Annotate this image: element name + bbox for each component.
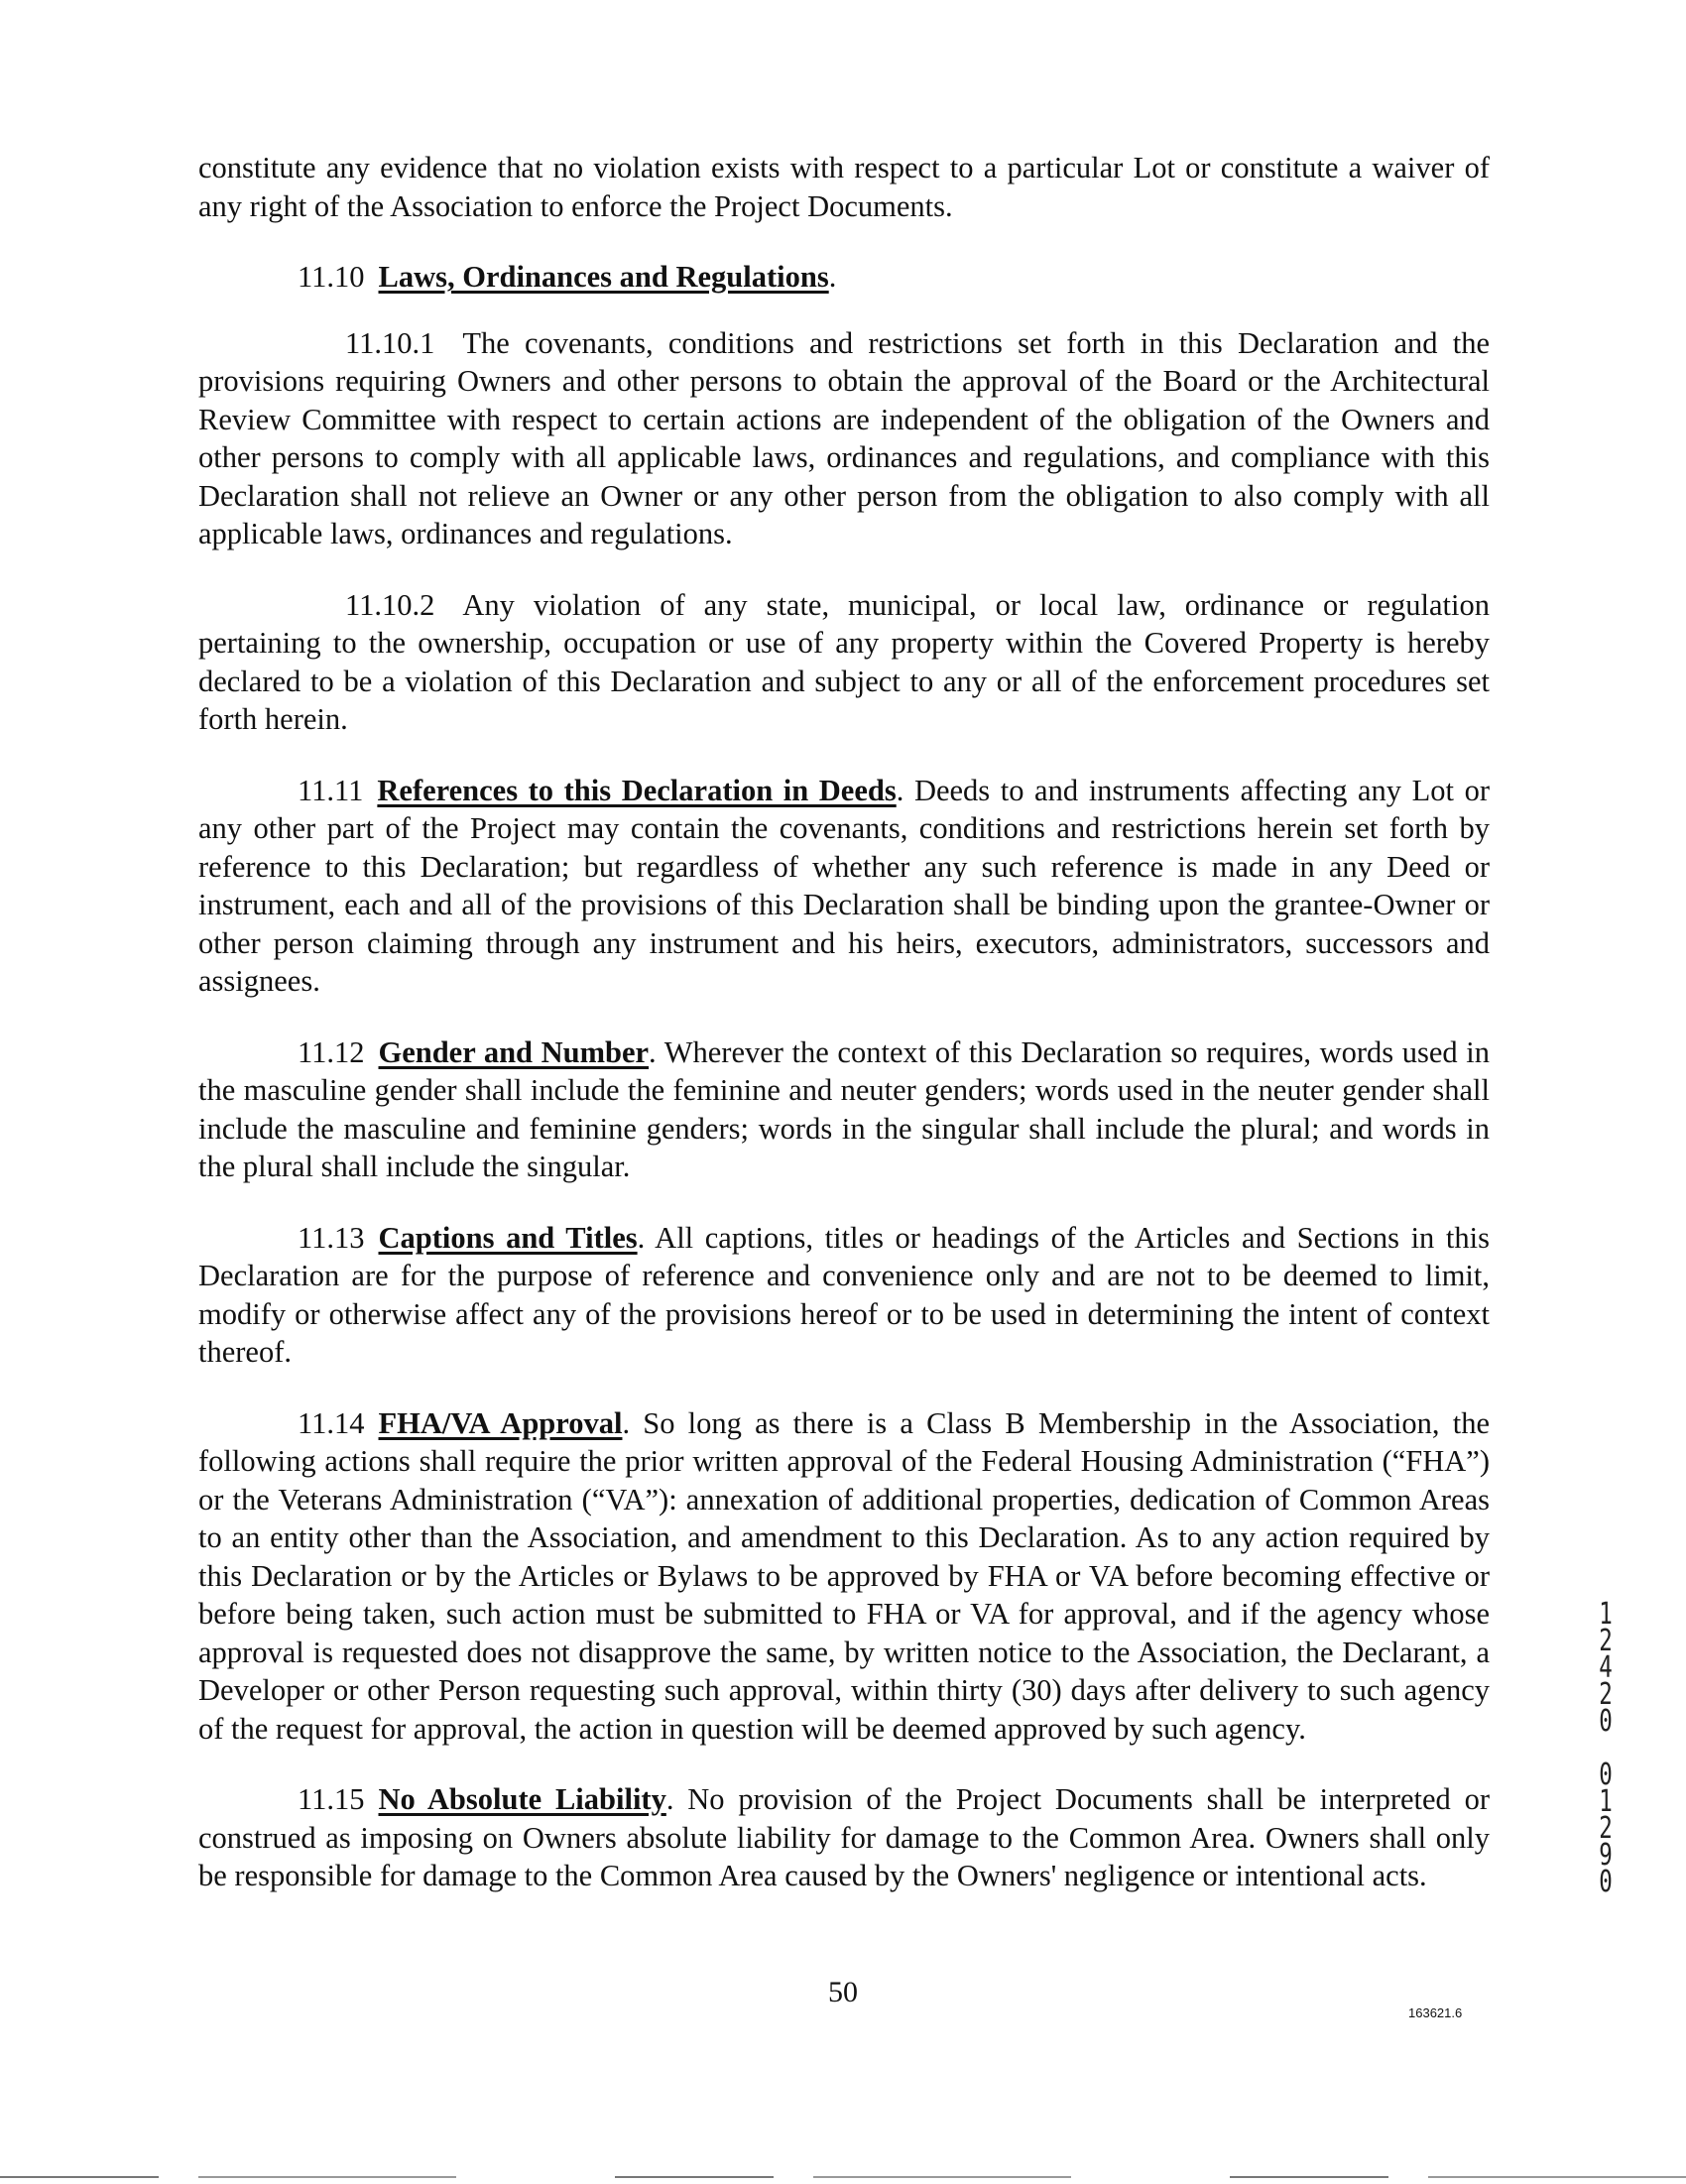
section-11-13 — [198, 1219, 1490, 1372]
heading-period: . — [649, 1034, 657, 1069]
page-number: 50 — [828, 1976, 858, 2008]
stamp-digit: 2 — [1599, 1624, 1613, 1658]
subsection-11-10-1 — [198, 324, 1490, 553]
stamp-digit: 1 — [1599, 1784, 1613, 1819]
section-heading: FHA/VA Approval — [378, 1405, 623, 1440]
subsection-number: 11.10.2 — [345, 587, 435, 622]
stamp-digit: 2 — [1599, 1677, 1613, 1712]
subsection-11-10-2 — [198, 586, 1490, 739]
section-11-14 — [198, 1404, 1490, 1749]
stamp-digit: 0 — [1599, 1704, 1613, 1739]
heading-period: . — [665, 1782, 674, 1816]
section-text: So long as there is a Class B Membership in the Association, the following actions shall require the prior written approval of the Federal Housing Administration (“FHA”) or the Veterans Administration (“VA”): annexation of additional properties, dedication of Common Areas to an entity other than the Association, and amendment to this Declaration. As to any action required by this Declaration or by the Articles or Bylaws to be approved by FHA or VA before becoming effective or before being taken, such action must be submitted to FHA or VA for approval, and if the agency whose approval is requested does not disapprove the same, by written notice to the Association, the Declarant, a Developer or other Person requesting such approval, within thirty (30) days after delivery to such agency of the request for approval, the action in question will be deemed approved by such agency. — [198, 1405, 1491, 1746]
section-11-11 — [198, 772, 1490, 1001]
heading-period: . — [637, 1220, 646, 1255]
section-number: 11.11 — [298, 773, 364, 807]
section-number: 11.13 — [298, 1220, 365, 1255]
section-heading: No Absolute Liability — [378, 1782, 666, 1816]
document-code: 163621.6 — [1408, 2005, 1463, 2020]
heading-period: . — [622, 1405, 631, 1440]
section-number: 11.12 — [298, 1034, 365, 1069]
section-text: No provision of the Project Documents shall be interpreted or construed as imposing on Owners absolute liability for damage to the Common Area. Owners shall only be responsible for damage to the Common Area caused by the Owners' negligence or intentional acts. — [198, 1782, 1491, 1892]
subsection-number: 11.10.1 — [345, 325, 435, 360]
document-body — [198, 149, 1490, 1895]
section-text: Wherever the context of this Declaration so requires, words used in the masculine gender shall include the feminine and neuter genders; words used in the neuter gender shall include the masculine and feminine genders; words in the singular shall include the plural; and words in the plural shall include the singular. — [198, 1034, 1490, 1183]
stamp-digit: 4 — [1599, 1650, 1613, 1685]
scan-edge-divider — [0, 2176, 1686, 2178]
stamp-digit: 0 — [1599, 1865, 1613, 1899]
section-number: 11.14 — [298, 1405, 365, 1440]
section-11-15 — [198, 1780, 1490, 1895]
heading-period: . — [896, 773, 904, 807]
section-heading: Captions and Titles — [378, 1220, 638, 1255]
section-heading: Gender and Number — [378, 1034, 650, 1069]
section-text: All captions, titles or headings of the Articles and Sections in this Declaration are for the purpose of reference and convenience only and are not to be deemed to limit, modify or otherwise affect any of the provisions hereof or to be used in determining the intent of context thereof. — [198, 1220, 1490, 1369]
section-11-12 — [198, 1033, 1490, 1186]
subsection-text: Any violation of any state, municipal, or local law, ordinance or regulation pertaining to the ownership, occupation or use of any property within the Covered Property is hereby declared to be a violation of this Declaration and subject to any or all of the enforcement procedures set forth herein. — [198, 587, 1490, 736]
stamp-digit: 0 — [1599, 1758, 1613, 1792]
section-heading: References to this Declaration in Deeds — [377, 773, 897, 807]
section-text: Deeds to and instruments affecting any Lot or any other part of the Project may contain the covenants, conditions and restrictions herein set forth by reference to this Declaration; but regardless of whether any such reference is made in any Deed or instrument, each and all of the provisions of this Declaration shall be binding upon the grantee-Owner or other person claiming through any instrument and his heirs, executors, administrators, successors and assignees. — [198, 773, 1490, 998]
section-number: 11.15 — [298, 1782, 365, 1816]
heading-period: . — [828, 260, 837, 294]
stamp-digit: 2 — [1599, 1811, 1613, 1846]
section-heading: Laws, Ordinances and Regulations — [378, 260, 829, 294]
subsection-text: The covenants, conditions and restrictions set forth in this Declaration and the provisions requiring Owners and other persons to obtain the approval of the Board or the Architectural Review Committee with respect to certain actions are independent of the obligation of the Owners and other persons to comply with all applicable laws, ordinances and regulations, and compliance with this Declaration shall not relieve an Owner or any other person from the obligation to also comply with all applicable laws, ordinances and regulations. — [198, 325, 1490, 550]
stamp-digit: 9 — [1599, 1838, 1613, 1873]
section-11-10 — [198, 258, 1490, 297]
intro-paragraph: constitute any evidence that no violation exists with respect to a particular Lot or constitute a waiver of any right of the Association to enforce the Project Documents. — [198, 151, 1490, 223]
stamp-digit: 1 — [1599, 1597, 1613, 1632]
side-recording-stamp — [1595, 1597, 1617, 1899]
section-number: 11.10 — [298, 260, 365, 294]
